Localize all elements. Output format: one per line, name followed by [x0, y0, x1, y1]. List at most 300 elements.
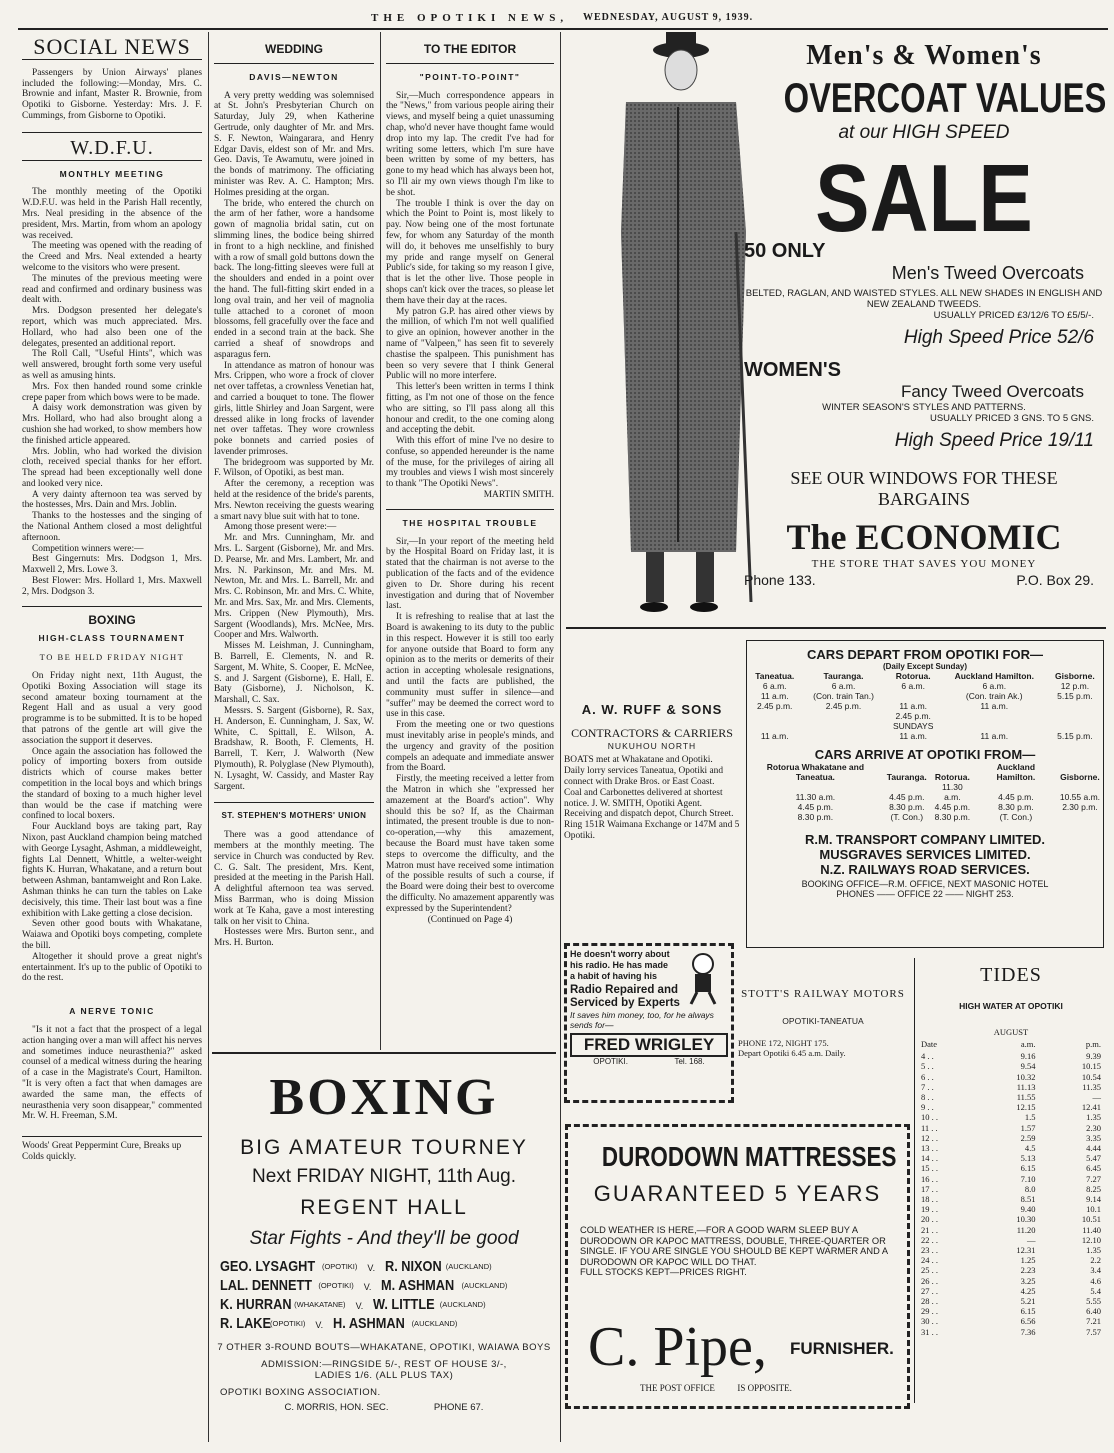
tide-row [915, 1102, 1107, 1112]
paragraph: Misses M. Leishman, J. Cunningham, B. Barrell, E. Clements, N. and R. Sargent, M. White, S. Cooper, E. McNee, S. and J. Sargent (Gisborne), E. Hall, E. Baty (Gisborne), J. Nicholson, K. Marshall, C. Sax. [214, 641, 374, 706]
tide-cell: 7.57 [1086, 1326, 1101, 1337]
cars-timetable-ad [746, 640, 1104, 948]
tide-cell: 31 . . [921, 1326, 938, 1337]
tide-cell: 5 . . [921, 1061, 934, 1072]
timetable-cell [802, 731, 884, 741]
fighter-town: (OPOTIKI) [270, 1319, 306, 1328]
overcoat-ad-line: WINTER SEASON'S STYLES AND PATTERNS. [822, 402, 1026, 413]
overcoat-ad-line: Fancy Tweed Overcoats [901, 382, 1084, 401]
tides-header-cell: Date [921, 1039, 938, 1049]
tide-cell: 28 . . [921, 1296, 938, 1307]
tide-cell: 12.41 [1081, 1102, 1101, 1113]
tide-cell: 6 . . [921, 1071, 934, 1082]
paragraph: Passengers by Union Airways' planes included the following:—Monday, Mrs. C. Brownie and infant, Master R. Brownie, from Opotiki to Gisborne. Yesterday: Mrs. J. F. Cummings, from Gisborne to Opotiki. [22, 67, 202, 121]
tide-cell: 7.27 [1086, 1173, 1101, 1184]
timetable-cell [942, 721, 1047, 731]
column-rule [380, 32, 381, 1050]
versus-label: V. [315, 1320, 324, 1330]
tide-cell: 19 . . [921, 1204, 938, 1215]
fight-row [220, 1315, 556, 1334]
timetable-cell: (T. Con.) [890, 812, 924, 822]
tide-cell: 9.16 [1020, 1051, 1036, 1062]
column-rule [560, 32, 561, 1442]
paragraph: On Friday night next, 11th August, the Opotiki Boxing Association will stage its second amateur boxing tournament at the Regent Hall and as usual a very good programme is to be submitted. It is to be hoped that patrons of the gentle art will give the association the support it deserves. [22, 671, 202, 746]
economic-contact [744, 570, 1104, 588]
tide-cell: 4 . . [921, 1051, 934, 1062]
paragraph: Once again the association has followed the policy of importing boxers from outside districts which of course makes better competition in the local boys and which brings the standard of boxing to a much higher level than would be the case if matching were confined to local boxers. [22, 746, 202, 822]
cars-booking-office: BOOKING OFFICE—R.M. OFFICE, NEXT MASONIC HOTEL [801, 879, 1049, 889]
paragraph: Sir,—In your report of the meeting held by the Hospital Board on Friday last, it is stated that the chairman is not averse to the publication of the facts and of the evidence given to Dr. Shore during his recent investigation and during that of November last. [386, 536, 554, 612]
paragraph: The monthly meeting of the Opotiki W.D.F.U. was held in the Parish Hall recently, Mrs. Neal presiding in the absence of the president, Mrs. Martin, from whom an apology was received. [22, 187, 202, 241]
boxing-ad-venue: REGENT HALL [300, 1196, 468, 1219]
paragraph: Among those present were:— [224, 522, 337, 533]
tide-cell: 14 . . [921, 1153, 938, 1164]
timetable-cell: 11 a.m. [760, 731, 789, 741]
timetable-row [747, 711, 1103, 721]
tide-cell: 12.10 [1081, 1234, 1101, 1245]
arrive-table [747, 762, 1103, 822]
paragraph: Best Flower: Mrs. Hollard 1, Mrs. Maxwell 2, Mrs. Dodgson 3. [22, 576, 202, 597]
timetable-cell [1047, 701, 1103, 711]
pipe-furnisher: FURNISHER. [790, 1339, 894, 1358]
tide-cell: 10.51 [1081, 1214, 1101, 1225]
tide-row [915, 1163, 1107, 1173]
tide-cell: 11 . . [921, 1122, 938, 1133]
timetable-cell: 2.45 p.m. [825, 701, 862, 711]
timetable-cell [1057, 812, 1103, 822]
tide-cell: 1.5 [1024, 1112, 1036, 1123]
timetable-row [747, 721, 1103, 731]
wrigley-line: Radio Repaired and Serviced by Experts [570, 984, 680, 1009]
tide-row [915, 1327, 1107, 1337]
tide-cell: 11.13 [1016, 1081, 1036, 1092]
tide-cell: 5.13 [1020, 1153, 1036, 1164]
tides-header-cell: p.m. [1085, 1039, 1101, 1049]
overcoat-ad-line: USUALLY PRICED £3/12/6 TO £5/5/-. [933, 310, 1094, 321]
tides-header-row [915, 1037, 1107, 1051]
timetable-cell: 8.30 p.m. [797, 812, 834, 822]
wedding-heading: WEDDING [214, 44, 374, 64]
wedding-subheading: DAVIS—NEWTON [249, 71, 339, 82]
newspaper-title: THE OPOTIKI NEWS, [371, 12, 569, 24]
wedding-column [214, 36, 374, 1051]
fighter-name: LAL. DENNETT [220, 1277, 313, 1294]
tide-cell: 4.6 [1090, 1275, 1101, 1286]
tide-cell: 9.40 [1020, 1204, 1036, 1215]
tide-cell: 9 . . [921, 1102, 934, 1113]
boxing-ad-line: Next FRIDAY NIGHT, 11th Aug. [252, 1166, 516, 1187]
tide-cell: 4.44 [1086, 1143, 1101, 1154]
pipe-location-part: THE POST OFFICE [640, 1383, 715, 1393]
tides-header-cell: a.m. [1020, 1039, 1036, 1049]
tide-cell: 10.54 [1081, 1071, 1101, 1082]
timetable-cell: 6 a.m. [982, 681, 1007, 691]
fight-card [212, 1258, 556, 1334]
versus-label: V. [363, 1282, 372, 1292]
boxing-ad-admission: ADMISSION:—RINGSIDE 5/-, REST OF HOUSE 3/-, LADIES 1/6. (ALL PLUS TAX) [261, 1359, 507, 1381]
timetable-cell [1047, 711, 1103, 721]
stott-depart: Depart Opotiki 6.45 a.m. Daily. [738, 1048, 846, 1058]
paragraph: Seven other good bouts with Whakatane, Waiawa and Opotiki boys competing, complete the bill. [22, 919, 202, 951]
timetable-cell: 4.45 p.m. [934, 802, 971, 812]
durodown-heading: DURODOWN MATTRESSES [601, 1141, 897, 1172]
paragraph: The trouble I think is over the day on which the Point to Point is, most likely to pay. Now being one of the most fortunate few, for whom any Saturday of the month will do, it behoves me unselfishly to bury my pride and range myself on General Public's side, for taking so my reason I give, that is let the other live. Those people in shops can't kick over the traces, so please let them have their day at the races. [386, 198, 554, 306]
timetable-cell: 10.55 a.m. [1059, 792, 1101, 802]
timetable-cell: 11.30 a.m. [795, 792, 836, 802]
tide-cell: — [1092, 1092, 1101, 1103]
tide-row [915, 1174, 1107, 1184]
ruff-line: CONTRACTORS & CARRIERS [571, 725, 733, 740]
fred-wrigley-ad [564, 943, 734, 1103]
tide-row [915, 1143, 1107, 1153]
economic-store-name: The ECONOMIC [786, 517, 1062, 557]
overcoat-ad-line: 50 ONLY [744, 240, 826, 262]
tide-cell: 1.25 [1020, 1255, 1036, 1266]
pipe-name: C. Pipe, [588, 1316, 767, 1378]
economic-po-box: P.O. Box 29. [1016, 572, 1094, 588]
timetable-cell: Gisborne. [1055, 671, 1095, 681]
timetable-row [747, 681, 1103, 691]
tides-heading: TIDES [980, 964, 1042, 986]
timetable-cell: 12 p.m. [1060, 681, 1090, 691]
boxing-subheading-2: TO BE HELD FRIDAY NIGHT [39, 652, 185, 663]
tide-cell: 1.35 [1086, 1245, 1101, 1256]
boxing-ad-line: 7 OTHER 3-ROUND BOUTS—WHAKATANE, OPOTIKI, WAIAWA BOYS [217, 1342, 551, 1353]
boxing-heading: BOXING [22, 606, 202, 626]
tide-cell: 3.35 [1086, 1132, 1101, 1143]
cars-depart-heading: CARS DEPART FROM OPOTIKI FOR— [807, 647, 1043, 662]
durodown-stocks: FULL STOCKS KEPT—PRICES RIGHT. [580, 1267, 747, 1277]
overcoat-ad-line: BELTED, RAGLAN, AND WAISTED STYLES. ALL NEW SHADES IN ENGLISH AND NEW ZEALAND TWEEDS. [745, 288, 1103, 310]
paragraph: A very pretty wedding was solemnised at St. John's Presbyterian Church on Saturday, July 29, when Katherine Gertrude, only daughter of Mr. and Mrs. S. F. Newton, Waingarara, and Henry Edgar Davis, eldest son of Mr. and Mrs. Geo. Davis, Te Awamutu, were joined in the bonds of matrimony. The officiating minister was Rev. A. C. Hampton; Mrs. Holmes presiding at the organ. [214, 90, 374, 198]
paragraph: Four Auckland boys are taking part, Ray Nixon, past Auckland champion being matched with George Lysaght, Ashman, a middleweight, fights Lal Dennett, Whittle, a welter-weight fights K. Hurran, Whakatane, and a return bout between Ashman, bantamweight and Ron Lake. Ashman thinks he can turn the tables on Lake decisively, this time. Their last bout was a fine exhibition with Lake getting a close decision. [22, 822, 202, 919]
tide-cell: 10.15 [1081, 1061, 1101, 1072]
tide-cell: 8.51 [1020, 1194, 1036, 1205]
timetable-cell: (Con. train Tan.) [813, 691, 874, 701]
depart-table [747, 671, 1103, 741]
tide-cell: 6.45 [1086, 1163, 1101, 1174]
timetable-cell: 8.30 p.m. [998, 802, 1034, 812]
paragraph: The bride, who entered the church on the arm of her father, wore a handsome gown of magnolia bridal satin, cut on slimming lines, the bodice being shirred in front to a high neckline, and finished with a row of small gold buttons down the back. The long-fitting sleeves were full at the shoulders and ended in a point over the hand. The full-fitting skirt ended in a long oval train, and her veil of magnolia tulle attached to a coronet of moon blossoms, fell gracefully over the face and ended in a second train at the back. She carried a sheaf of snowdrops and asparagus fern. [214, 198, 374, 360]
paragraph: With this effort of mine I've no desire to confuse, so appended hereunder is the name of the muse, for the privileges of airing all my troubles and views I wish most sincerely to thank "The Opotiki News". [386, 436, 554, 490]
paragraph: Mrs. Fox then handed round some crinkle crepe paper from which bows were to be made. [22, 381, 202, 403]
tide-cell: 24 . . [921, 1255, 938, 1266]
timetable-cell [747, 721, 802, 731]
tide-cell: 26 . . [921, 1275, 938, 1286]
tide-row [915, 1072, 1107, 1082]
overcoat-ad-line: THE STORE THAT SAVES YOU MONEY [811, 558, 1037, 570]
timetable-cell: Tauranga. [886, 772, 927, 782]
tide-row [915, 1112, 1107, 1122]
stott-route: OPOTIKI-TANEATUA [782, 1016, 864, 1026]
timetable-cell: 8.30 p.m. [934, 812, 971, 822]
tide-cell: 2.59 [1020, 1132, 1036, 1143]
tide-row [915, 1204, 1107, 1214]
tides-table [914, 958, 1107, 1403]
tide-row [915, 1092, 1107, 1102]
paragraph: In attendance as matron of honour was Mrs. Crippen, who wore a frock of clover net over taffetas, a crownless Venetian hat, and carried a bouquet to tone. The flower girls, little Shirley and Joan Sargent, were dressed alike in long frocks of lavender net over taffetas. They wore crownless poke bonnets and carried posies of lavender primroses. [214, 360, 374, 457]
tide-cell: 12.31 [1016, 1245, 1036, 1256]
tide-row [915, 1051, 1107, 1061]
tide-cell: 21 . . [921, 1224, 938, 1235]
timetable-cell: 11 a.m. [899, 701, 928, 711]
tide-row [915, 1306, 1107, 1316]
durodown-guarantee: GUARANTEED 5 YEARS [593, 1181, 882, 1206]
timetable-cell: 2.45 p.m. [756, 701, 793, 711]
fighter-town: (OPOTIKI) [318, 1281, 354, 1290]
versus-label: V. [355, 1301, 364, 1311]
tide-cell: 6.15 [1020, 1306, 1036, 1317]
durodown-text: COLD WEATHER IS HERE,—FOR A GOOD WARM SLEEP BUY A DURODOWN OR KAPOC MATTRESS, DOUBLE, THREE-QUARTER OR SINGLE. IF YOU ARE SINGLE YOU SHOULD BE KEPT WARMER AND A DURODOWN OR KAPOC WILL DO THAT. [580, 1225, 888, 1267]
paragraph: Hostesses were Mrs. Burton senr., and Mrs. H. Burton. [214, 927, 374, 949]
mothers-union-article [214, 830, 374, 949]
timetable-cell: Auckland Hamilton. [954, 671, 1034, 681]
timetable-cell: Rotorua Whakatane and Taneatua. [766, 762, 865, 782]
tide-cell: 22 . . [921, 1234, 938, 1245]
tide-row [915, 1255, 1107, 1265]
timetable-row [747, 782, 1103, 802]
overcoat-ad-line: at our HIGH SPEED [838, 122, 1010, 143]
overcoat-ad-price: High Speed Price 52/6 [903, 327, 1094, 348]
fighter-name: R. NIXON [385, 1258, 442, 1275]
fight-row [220, 1277, 556, 1296]
wrigley-phone: Tel. 168. [674, 1057, 705, 1066]
stott-name: STOTT'S RAILWAY MOTORS [741, 988, 905, 1000]
tide-row [915, 1245, 1107, 1255]
cars-operator: R.M. TRANSPORT COMPANY LIMITED. [804, 832, 1046, 847]
paragraph: Thanks to the hostesses and the singing of the National Anthem closed a most delightful afternoon. [22, 511, 202, 543]
ruff-line: Daily lorry services Taneatua, Opotiki and connect with Drake Bros. or East Coast. [564, 766, 724, 787]
boxing-ad-phone: PHONE 67. [433, 1402, 484, 1413]
tide-row [915, 1123, 1107, 1133]
timetable-cell: (Con. train Ak.) [965, 691, 1023, 701]
wrigley-contact [570, 1057, 728, 1066]
timetable-cell: 11 a.m. [980, 701, 1009, 711]
timetable-row [747, 731, 1103, 741]
fighter-town: (AUCKLAND) [445, 1262, 492, 1271]
tide-cell: 27 . . [921, 1285, 938, 1296]
tide-cell: 5.4 [1090, 1285, 1101, 1296]
issue-date: WEDNESDAY, AUGUST 9, 1939. [583, 12, 754, 23]
wdfu-heading: W.D.F.U. [22, 132, 202, 161]
paragraph: It is refreshing to realise that at last the Board is awakening to its duty to the public in this respect. However it is still too early for anyone outside that Board to form any opinion as to the merits or demerits of their action in accepting wholesale resignations, and until the facts are published, the community must suffer in silence—and "suffer" may be deemed the correct word to use in this case. [386, 612, 554, 720]
boxing-advertisement [212, 1052, 556, 1444]
tide-cell: 10.1 [1086, 1204, 1101, 1215]
boxing-ad-association: OPOTIKI BOXING ASSOCIATION. [220, 1387, 381, 1398]
wrigley-name: FRED WRIGLEY [570, 1033, 728, 1057]
hospital-trouble-letter [386, 537, 554, 915]
tides-month: AUGUST [993, 1027, 1029, 1037]
overcoat-ad-line: Men's & Women's [806, 40, 1042, 71]
timetable-cell: Rotorua. [895, 671, 931, 681]
boxing-ad-line: BIG AMATEUR TOURNEY [240, 1136, 528, 1159]
tide-cell: 5.21 [1020, 1296, 1036, 1307]
timetable-row [747, 802, 1103, 812]
tide-cell: 7.36 [1020, 1326, 1036, 1337]
tide-cell: 8.0 [1024, 1183, 1036, 1194]
social-news-column [22, 36, 202, 1441]
tide-cell: 2.23 [1020, 1265, 1036, 1276]
timetable-cell [802, 711, 884, 721]
tide-cell: 7 . . [921, 1081, 934, 1092]
boxing-ad-contact [212, 1402, 556, 1413]
tide-cell: 11.35 [1082, 1081, 1101, 1092]
tide-row [915, 1133, 1107, 1143]
cartoon-man-icon [681, 950, 725, 1006]
paragraph: My patron G.P. has aired other views by the million, of which I'm not well qualified to give an opinion, however another in the name of "Valpeen," has seen fit to severely chastise the spalpeen. This punishment has been so very severe that I think General Public will no more interfere. [386, 306, 554, 382]
tide-row [915, 1296, 1107, 1306]
tide-cell: 29 . . [921, 1306, 938, 1317]
tide-row [915, 1276, 1107, 1286]
tide-cell: 15 . . [921, 1163, 938, 1174]
tide-cell: 8.25 [1086, 1183, 1101, 1194]
tide-row [915, 1225, 1107, 1235]
paragraph: "Is it not a fact that the prospect of a legal action hanging over a man will affect his nerves and sometimes induce neurasthenia?" asked counsel of a medical witness during the hearing of a case in the Magistrate's Court, Hamilton. "It is very often a fact that when damages are awarded the same man, the effects of neurasthenia very soon disappear," commented Mr. W. H. Freeman, S.M. [22, 1024, 202, 1122]
tide-cell: 11.20 [1016, 1224, 1036, 1235]
tide-cell: 12 . . [921, 1132, 938, 1143]
overcoat-ad-headline: OVERCOAT VALUES [783, 74, 1107, 121]
tide-cell: 2.2 [1090, 1255, 1101, 1266]
tide-cell: 7.10 [1020, 1173, 1036, 1184]
timetable-row [747, 691, 1103, 701]
tide-row [915, 1184, 1107, 1194]
tide-cell: 11.55 [1016, 1092, 1036, 1103]
timetable-cell: 11 a.m. [980, 731, 1009, 741]
tide-row [915, 1316, 1107, 1326]
cars-depart-note: (Daily Except Sunday) [882, 662, 968, 671]
tide-cell: 11.40 [1082, 1224, 1101, 1235]
overcoat-ad-price: High Speed Price 19/11 [894, 430, 1094, 451]
fighter-town: (WHAKATANE) [294, 1300, 346, 1309]
versus-label: V. [367, 1263, 376, 1273]
paragraph: Altogether it should prove a great night's entertainment. It's up to the public of Opotiki to do the rest. [22, 951, 202, 984]
paragraph: There was a good attendance of members at the monthly meeting. The service in Church was conducted by Rev. C. G. Salt. The president, Mrs. Kent, presided at the meeting in the Parish Hall. A delightful afternoon tea was served. Miss Barrman, who is doing Mission work at Te Kaha, gave a most interesting talk on her visit to China. [214, 830, 374, 927]
overcoat-ad-line: USUALLY PRICED 3 GNS. TO 5 GNS. [929, 413, 1094, 424]
cars-operator: N.Z. RAILWAYS ROAD SERVICES. [820, 862, 1030, 877]
tide-cell: 5.47 [1086, 1153, 1101, 1164]
point-to-point-letter [386, 91, 554, 490]
continued-note: (Continued on Page 4) [427, 914, 513, 925]
tide-cell: 7.21 [1086, 1316, 1101, 1327]
tide-cell: 3.4 [1090, 1265, 1101, 1276]
tide-row [915, 1061, 1107, 1071]
fighter-name: R. LAKE [220, 1315, 271, 1332]
timetable-cell [802, 721, 884, 731]
fighter-town: (OPOTIKI) [321, 1262, 358, 1271]
timetable-cell: 5.15 p.m. [1057, 731, 1093, 741]
tide-cell: 23 . . [921, 1245, 938, 1256]
tide-cell: 4.5 [1024, 1143, 1036, 1154]
tide-cell: 4.25 [1020, 1285, 1036, 1296]
tide-row [915, 1082, 1107, 1092]
timetable-cell: SUNDAYS [892, 721, 934, 731]
fight-row [220, 1258, 556, 1277]
tide-row [915, 1265, 1107, 1275]
social-news-heading: SOCIAL NEWS [22, 42, 202, 60]
paragraph: Sir,—Much correspondence appears in the "News," from various people airing their views, and myself being a quiet unassuming chap, who'd never have thought fame would drop into my lap. The credit I've had for writing some letters, which I'm sure have been written by some of my betters, has gone to my head which has always been hot, so I'll air my own views though I'm like to be shot. [386, 90, 554, 198]
mothers-union-heading: ST. STEPHEN'S MOTHERS' UNION [214, 802, 374, 822]
fighter-name: H. ASHMAN [333, 1315, 405, 1332]
stott-phone: PHONE 172, NIGHT 175. [738, 1038, 829, 1048]
tide-cell: 10.32 [1016, 1071, 1036, 1082]
fighter-name: K. HURRAN [220, 1296, 292, 1313]
paragraph: The meeting was opened with the reading of the Creed and Mrs. Neal extended a hearty welcome to the visitors who were present. [22, 241, 202, 273]
monthly-meeting-subheading: MONTHLY MEETING [59, 168, 165, 179]
tide-cell: 3.25 [1020, 1275, 1036, 1286]
timetable-cell: 2.30 p.m. [1062, 802, 1098, 812]
peppermint-cure-ad: Woods' Great Peppermint Cure, Breaks up Colds quickly. [22, 1136, 202, 1163]
fighter-town: (AUCKLAND) [439, 1300, 486, 1309]
paragraph: Firstly, the meeting received a letter from the Matron in which she "expressed her amazement at the Board's action". Why should this be so? If, as the Chairman intimated, the present trouble is due to non-co-operation,—why this amazement, because the Board must have taken some steps to overcome the difficulty, and the Matron must have received some intimation of the possible results of such a course, if the Board were doing their best to overcome the difficulty. No amazement apparently was expressed by the Superintendent? [386, 774, 554, 914]
tides-subheading: HIGH WATER AT OPOTIKI [959, 1001, 1063, 1011]
paragraph: The bridegroom was supported by Mr. F. Wilson, of Opotiki, as best man. [214, 457, 374, 479]
paragraph: The minutes of the previous meeting were read and confirmed and ordinary business was dealt with. [22, 273, 202, 306]
timetable-cell: 8.30 p.m. [889, 802, 925, 812]
tide-cell: 6.40 [1086, 1306, 1101, 1317]
timetable-cell: 4.45 p.m. [797, 802, 834, 812]
wedding-article [214, 91, 374, 793]
overcoat-ad-line: SEE OUR WINDOWS FOR THESE BARGAINS [790, 468, 1058, 509]
boxing-ad-line: Star Fights - And they'll be good [249, 1228, 519, 1249]
paragraph: Competition winners were:— [32, 543, 144, 554]
fighter-town: (AUCKLAND) [411, 1319, 458, 1328]
cars-arrive-heading: CARS ARRIVE AT OPOTIKI FROM— [814, 747, 1036, 762]
ruff-and-sons-ad [564, 702, 740, 935]
tide-cell: 9.39 [1086, 1051, 1101, 1062]
paragraph: Mrs. Joblin, who had worked the division cloth, received special thanks for her effort. The spread had been exceptionally well done and looked very nice. [22, 446, 202, 489]
fighter-name: W. LITTLE [373, 1296, 435, 1313]
paragraph: From the meeting one or two questions must inevitably arise in people's minds, and the urgency and gravity of the position compels an adequate and immediate answer from the Board. [386, 720, 554, 774]
column-rule [208, 32, 209, 1442]
letter-signature: MARTIN SMITH. [483, 490, 554, 501]
fighter-town: (AUCKLAND) [461, 1281, 508, 1290]
timetable-cell [942, 711, 1047, 721]
ruff-line: NUKUHOU NORTH [607, 740, 697, 751]
timetable-cell [1047, 721, 1103, 731]
paragraph: The Roll Call, "Useful Hints", which was well answered, brought forth some very useful as well as amusing hints. [22, 349, 202, 381]
paragraph: Mr. and Mrs. Cunningham, Mr. and Mrs. L. Sargent (Gisborne), Mr. and Mrs. D. Pearse, Mr. and Mrs. Lambert, Mr. and Mrs. N. Parkinson, Mr. and Mrs. M. Newton, Mr. and Mrs. L. Barrell, Mr. and Mrs. C. Robinson, Mr. and Mrs. C. White, Mr. and Mrs. Sax, Mr. and Mrs. Clements, Mrs. Crippen (New Plymouth), Mrs. Sargent (Woodlands), Mrs. McNee, Mrs. Cooper and Mrs. Walworth. [214, 533, 374, 641]
timetable-cell: 4.45 p.m. [889, 792, 925, 802]
tide-cell: 13 . . [921, 1143, 938, 1154]
timetable-cell: 6 a.m. [831, 681, 856, 691]
tide-cell: 5.55 [1086, 1296, 1101, 1307]
wrigley-line: It saves him money, too, for he always sends for— [570, 1010, 714, 1030]
timetable-cell: 6 a.m. [901, 681, 925, 691]
tide-row [915, 1153, 1107, 1163]
tide-row [915, 1194, 1107, 1204]
timetable-row [747, 701, 1103, 711]
nerve-tonic-article [22, 1025, 202, 1122]
tide-cell: 2.30 [1086, 1122, 1101, 1133]
tide-row [915, 1286, 1107, 1296]
tide-cell: 6.56 [1020, 1316, 1036, 1327]
man-in-overcoat-illustration [586, 32, 756, 622]
tide-row [915, 1214, 1107, 1224]
pipe-location [640, 1383, 792, 1393]
stotts-railway-motors-ad [738, 958, 908, 1103]
paragraph: Mrs. Dodgson presented her delegate's report, which was much appreciated. Mrs. Hollard, who had also been one of the delegates, presented an additional report. [22, 306, 202, 349]
wdfu-article [22, 187, 202, 597]
tide-cell: 10.30 [1016, 1214, 1036, 1225]
timetable-cell: 5.15 p.m. [1057, 691, 1093, 701]
tide-cell: 12.15 [1016, 1102, 1036, 1113]
tide-cell: 1.57 [1020, 1122, 1036, 1133]
tide-cell: — [1027, 1234, 1036, 1245]
timetable-cell: 2.45 p.m. [895, 711, 931, 721]
ruff-line: Ring 151R Waimana Exchange or 147M and 5 Opotiki. [564, 820, 740, 841]
tide-cell: 9.14 [1086, 1194, 1101, 1205]
overcoat-ad-sale: SALE [815, 145, 1033, 252]
